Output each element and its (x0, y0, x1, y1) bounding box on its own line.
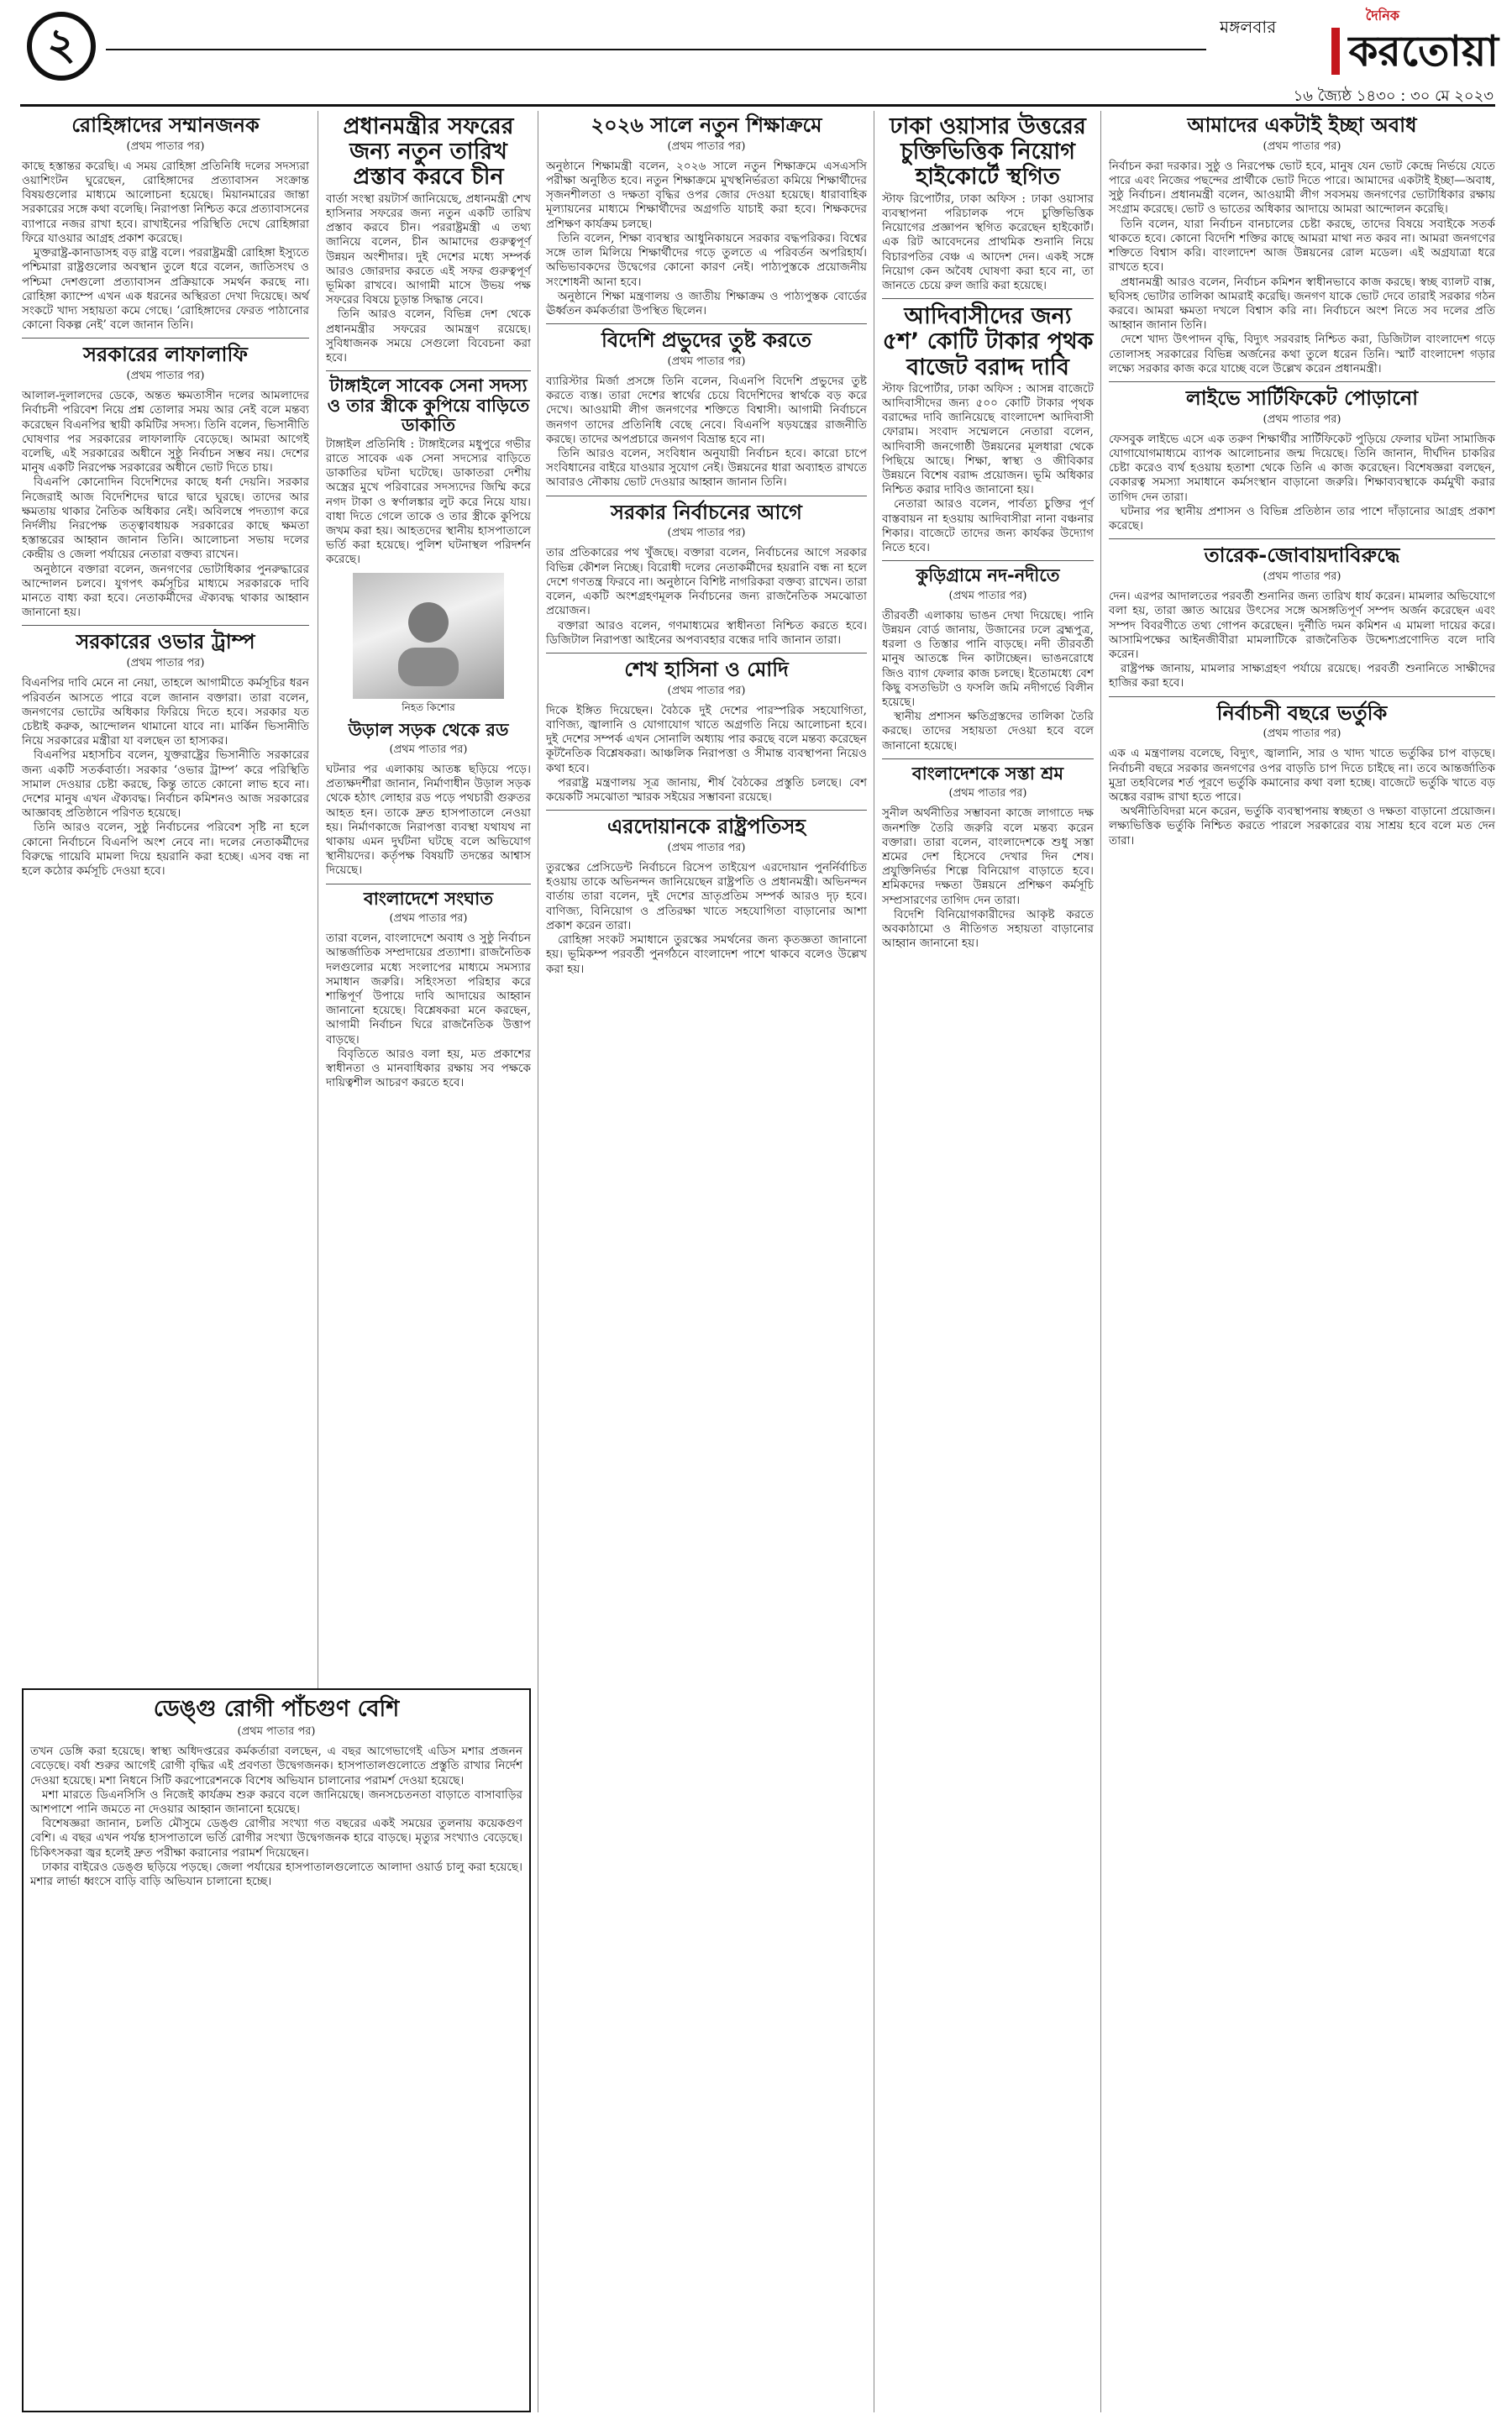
article-headline: নির্বাচনী বছরে ভর্তুকি (1216, 701, 1388, 725)
continuation-note: (প্রথম পাতার পর) (389, 912, 468, 926)
article-headline: আদিবাসীদের জন্য ৫শ’ কোটি টাকার পৃথক বাজেট বরাদ্দ দাবি (882, 303, 1094, 381)
article-paragraph: তখন ডেঙ্গি করা হয়েছে। স্বাস্থ্য অধিদপ্তরের কর্মকর্তারা বলছেন, এ বছর আগেভাগেই এডিস মশার প্রজনন বেড়েছে। বর্ষা শুরুর আগেই রোগী বৃদ্ধির এই প্রবণতা উদ্বেগজনক। হাসপাতালগুলোতে প্রস্তুতি রাখার নির্দেশ দেওয়া হয়েছে। মশা নিধনে সিটি করপোরেশনকে বিশেষ অভিযান চালানোর পরামর্শ দেওয়া হয়েছে। (30, 1745, 522, 1787)
column-2 (326, 111, 531, 1095)
article-paragraph: নির্বাচন করা দরকার। সুষ্ঠু ও নিরপেক্ষ ভোট হবে, মানুষ যেন ভোট কেন্দ্রে নির্ভয়ে যেতে পারে এবং নিজের পছন্দের প্রার্থীকে ভোট দিতে পারে। আমাদের একটাই ইচ্ছা—অবাধ, সুষ্ঠু নির্বাচন। প্রধানমন্ত্রী বলেন, আওয়ামী লীগ সবসময় জনগণের ভোটাধিকার রক্ষায় সংগ্রাম করেছে। ভোট ও ভাতের অধিকার আদায়ে আমরা আন্দোলন করেছি। (1109, 159, 1495, 217)
article-paragraph: তারা বলেন, বাংলাদেশে অবাধ ও সুষ্ঠু নির্বাচন আন্তর্জাতিক সম্প্রদায়ের প্রত্যাশা। রাজনৈতিক দলগুলোর মধ্যে সংলাপের মাধ্যমে সমস্যার সমাধান জরুরি। সহিংসতা পরিহার করে শান্তিপূর্ণ উপায়ে দাবি আদায়ের আহ্বান জানানো হয়েছে। বিশ্লেষকরা মনে করছেন, আগামী নির্বাচন ঘিরে রাজনৈতিক উত্তাপ বাড়ছে। (326, 932, 531, 1047)
continuation-note: (প্রথম পাতার পর) (1263, 139, 1341, 153)
article-headline: ডেঙ্গু রোগী পাঁচগুণ বেশি (153, 1696, 400, 1722)
story-separator (882, 298, 1094, 299)
story-separator (22, 625, 309, 626)
article-headline: ঢাকা ওয়াসার উত্তরের চুক্তিভিত্তিক নিয়োগ হাইকোর্টে স্থগিত (890, 113, 1086, 191)
logo-wordmark: করতোয়া (1331, 28, 1499, 75)
article-headline: এরদোয়ানকে রাষ্ট্রপতিসহ (607, 815, 806, 839)
story-separator (22, 338, 309, 339)
article-headline: টাঙ্গাইলে সাবেক সেনা সদস্য ও তার স্ত্রীকে কুপিয়ে বাড়িতে ডাকাতি (327, 375, 530, 436)
article-paragraph: অনুষ্ঠানে বক্তারা বলেন, জনগণের ভোটাধিকার পুনরুদ্ধারের আন্দোলন চলবে। যুগপৎ কর্মসূচির মাধ্যমে সরকারকে দাবি মানতে বাধ্য করা হবে। নেতাকর্মীদের ঐক্যবদ্ধ থাকার আহ্বান জানানো হয়। (22, 562, 309, 620)
article-paragraph: আলাল-দুলালদের ডেকে, অন্তত ক্ষমতাসীন দলের আমলাদের নির্বাচনী পরিবেশ নিয়ে প্রশ্ন তোলার সময় আর নেই বলে মন্তব্য করেছেন বিএনপির স্থায়ী কমিটির সদস্য। তিনি বলেন, ভিসানীতি ঘোষণার পর সরকারের লাফালাফি বেড়েছে। আমরা আগেই বলেছি, এই সরকারের অধীনে সুষ্ঠু নির্বাচন সম্ভব নয়। দেশের মানুষ একটি নিরপেক্ষ সরকারের অধীনে ভোট দিতে চায়। (22, 389, 309, 475)
article-paragraph: বিবৃতিতে আরও বলা হয়, মত প্রকাশের স্বাধীনতা ও মানবাধিকার রক্ষায় সব পক্ষকে দায়িত্বশীল আচরণ করতে হবে। (326, 1047, 531, 1090)
article-paragraph: তীরবর্তী এলাকায় ভাঙন দেখা দিয়েছে। পানি উন্নয়ন বোর্ড জানায়, উজানের ঢলে ব্রহ্মপুত্র, ধরলা ও তিস্তার পানি বাড়ছে। নদী তীরবর্তী মানুষ আতঙ্কে দিন কাটাচ্ছেন। ভাঙনরোধে জিও ব্যাগ ফেলার কাজ চলছে। ইতোমধ্যে বেশ কিছু বসতভিটা ও ফসলি জমি নদীগর্ভে বিলীন হয়েছে। (882, 608, 1094, 709)
continuation-note: (প্রথম পাতার পর) (1263, 412, 1341, 426)
article-paragraph: বিএনপি কোনোদিন বিদেশিদের কাছে ধর্না দেয়নি। সরকার নিজেরাই আজ বিদেশিদের দ্বারে দ্বারে ঘুরছে। তাদের আর ক্ষমতায় থাকার নৈতিক অধিকার নেই। অবিলম্বে পদত্যাগ করে নির্দলীয় নিরপেক্ষ তত্ত্বাবধায়ক সরকারের কাছে ক্ষমতা হস্তান্তরের আহ্বান জানান তিনি। আলোচনা সভায় দলের কেন্দ্রীয় ও জেলা পর্যায়ের নেতারা বক্তব্য রাখেন। (22, 475, 309, 562)
article-headline: উড়াল সড়ক থেকে রড (348, 719, 509, 740)
article-paragraph: রাষ্ট্রপক্ষ জানায়, মামলার সাক্ষ্যগ্রহণ পর্যায়ে রয়েছে। পরবর্তী শুনানিতে সাক্ষীদের হাজির করা হবে। (1109, 662, 1495, 690)
article (882, 304, 1094, 555)
column-3 (546, 111, 867, 982)
continuation-note: (প্রথম পাতার পর) (667, 139, 746, 153)
article-paragraph: ফেসবুক লাইভে এসে এক তরুণ শিক্ষার্থীর সার্টিফিকেট পুড়িয়ে ফেলার ঘটনা সামাজিক যোগাযোগমাধ্যমে ব্যাপক আলোচনার জন্ম দিয়েছে। তিনি জানান, দীর্ঘদিন চাকরির চেষ্টা করেও ব্যর্থ হওয়ায় হতাশা থেকে তিনি এ কাজ করেছেন। বিশেষজ্ঞরা বলছেন, বেকারত্ব সমস্যা সমাধানে কর্মসংস্থান বাড়ানো জরুরি। শিক্ষাব্যবস্থাকে কর্মমুখী করার তাগিদ দেন তারা। (1109, 432, 1495, 504)
article-paragraph: মশা মারতে ডিএনসিসি ও নিজেই কার্যক্রম শুরু করবে বলে জানিয়েছে। জনসচেতনতা বাড়াতে বাসাবাড়ির আশপাশে পানি জমতে না দেওয়ার আহ্বান জানানো হয়েছে। (30, 1787, 522, 1817)
article-headline: সরকারের লাফালাফি (83, 343, 248, 367)
article-headline: রোহিঙ্গাদের সম্মানজনক (71, 113, 260, 137)
article-headline: বিদেশি প্রভুদের তুষ্ট করতে (601, 328, 811, 353)
story-separator (882, 758, 1094, 759)
weekday: মঙ্গলবার (1220, 17, 1277, 37)
article-paragraph: স্থানীয় প্রশাসন ক্ষতিগ্রস্তদের তালিকা তৈরি করছে। তাদের সহায়তা দেওয়া হবে বলে জানানো হয়েছে। (882, 710, 1094, 753)
article (882, 114, 1094, 293)
article-paragraph: তুরস্কের প্রেসিডেন্ট নির্বাচনে রিসেপ তাইয়েপ এরদোয়ান পুনর্নির্বাচিত হওয়ায় তাকে অভিনন্দন জানিয়েছেন রাষ্ট্রপতি ও প্রধানমন্ত্রী। অভিনন্দন বার্তায় তারা বলেন, দুই দেশের ভ্রাতৃপ্রতিম সম্পর্ক আরও দৃঢ় হবে। বাণিজ্য, বিনিয়োগ ও প্রতিরক্ষা খাতে সহযোগিতা বাড়ানোর আশা প্রকাশ করেন তারা। (546, 861, 867, 932)
story-separator (1109, 696, 1495, 697)
article-paragraph: রোহিঙ্গা সংকট সমাধানে তুরস্কের সমর্থনের জন্য কৃতজ্ঞতা জানানো হয়। ভূমিকম্প পরবর্তী পুনর্গঠনে বাংলাদেশ পাশে থাকবে বলেও উল্লেখ করা হয়। (546, 933, 867, 976)
article-headline: ২০২৬ সালে নতুন শিক্ষাক্রমে (591, 113, 822, 137)
continuation-note: (প্রথম পাতার পর) (667, 354, 746, 368)
article-paragraph: অনুষ্ঠানে শিক্ষা মন্ত্রণালয় ও জাতীয় শিক্ষাক্রম ও পাঠ্যপুস্তক বোর্ডের ঊর্ধ্বতন কর্মকর্তারা উপস্থিত ছিলেন। (546, 289, 867, 318)
article-paragraph: বিশেষজ্ঞরা জানান, চলতি মৌসুমে ডেঙ্গু রোগীর সংখ্যা গত বছরের একই সময়ের তুলনায় কয়েকগুণ বেশি। এ বছর এখন পর্যন্ত হাসপাতালে ভর্তি রোগীর সংখ্যা উদ্বেগজনক হারে বাড়ছে। মৃত্যুর সংখ্যাও বেড়েছে। চিকিৎসকরা জ্বর হলেই দ্রুত পরীক্ষা করানোর পরামর্শ দিয়েছেন। (30, 1817, 522, 1860)
article (1109, 544, 1495, 690)
story-separator (546, 323, 867, 324)
header-rule (106, 49, 1206, 50)
article-paragraph: স্টাফ রিপোর্টার, ঢাকা অফিস : আসন্ন বাজেটে আদিবাসীদের জন্য ৫০০ কোটি টাকার পৃথক বরাদ্দের দাবি জানিয়েছে বাংলাদেশ আদিবাসী ফোরাম। সংবাদ সম্মেলনে নেতারা বলেন, আদিবাসী জনগোষ্ঠী উন্নয়নের মূলধারা থেকে পিছিয়ে আছে। শিক্ষা, স্বাস্থ্য ও জীবিকার উন্নয়নে বিশেষ বরাদ্দ প্রয়োজন। ভূমি অধিকার নিশ্চিত করার দাবিও জানানো হয়। (882, 381, 1094, 497)
column-4 (882, 111, 1094, 956)
article-paragraph: টাঙ্গাইল প্রতিনিধি : টাঙ্গাইলের মধুপুরে গভীর রাতে সাবেক এক সেনা সদস্যের বাড়িতে ডাকাতির ঘটনা ঘটেছে। ডাকাতরা দেশীয় অস্ত্রের মুখে পরিবারের সদস্যদের জিম্মি করে নগদ টাকা ও স্বর্ণালঙ্কার লুট করে নিয়ে যায়। বাধা দিতে গেলে তাকে ও তার স্ত্রীকে কুপিয়ে জখম করা হয়। আহতদের স্থানীয় হাসপাতালে ভর্তি করা হয়েছে। পুলিশ ঘটনাস্থল পরিদর্শন করেছে। (326, 437, 531, 567)
article (546, 329, 867, 491)
article (546, 501, 867, 648)
continuation-note: (প্রথম পাতার পর) (389, 743, 468, 757)
article-paragraph: নেতারা আরও বলেন, পার্বত্য চুক্তির পূর্ণ বাস্তবায়ন না হওয়ায় আদিবাসীরা নানা বঞ্চনার শিকার। বাজেটে তাদের জন্য কার্যকর উদ্যোগ নিতে হবে। (882, 497, 1094, 555)
article (326, 721, 531, 879)
article-paragraph: মুক্তরাষ্ট্র-কানাডাসহ বড় রাষ্ট্র বলে। পররাষ্ট্রমন্ত্রী রোহিঙ্গা ইস্যুতে পশ্চিমারা রাষ্ট্রগুলোর অবস্থান তুলে ধরে বলেন, জাতিসংঘ ও পশ্চিমা দেশগুলো প্রত্যাবাসন প্রক্রিয়াকে সমর্থন করছে না। রোহিঙ্গা ক্যাম্পে এখন এক ধরনের অস্থিরতা দেখা দিয়েছে। অর্থ সংকটে খাদ্য সহায়তা কমে গেছে। ‘রোহিঙ্গাদের ফেরত পাঠানোর কোনো বিকল্প নেই’ বলে জানান তিনি। (22, 246, 309, 333)
article-paragraph: বিএনপির মহাসচিব বলেন, যুক্তরাষ্ট্রের ভিসানীতি সরকারের জন্য একটি সতর্কবার্তা। সরকার ‘ওভার ট্রাম্প’ করে পরিস্থিতি সামাল দেওয়ার চেষ্টা করছে, কিন্তু তাতে কোনো লাভ হবে না। দেশের মানুষ এখন ঐক্যবদ্ধ। নির্বাচন কমিশনও আজ সরকারের আজ্ঞাবহ প্রতিষ্ঠানে পরিণত হয়েছে। (22, 748, 309, 821)
article (22, 631, 309, 879)
article (1109, 702, 1495, 848)
continuation-note: (প্রথম পাতার পর) (1263, 727, 1341, 741)
story-separator (546, 810, 867, 811)
article-paragraph: তিনি আরও বলেন, সুষ্ঠু নির্বাচনের পরিবেশ সৃষ্টি না হলে কোনো নির্বাচনে বিএনপি অংশ নেবে না। দলের নেতাকর্মীদের বিরুদ্ধে গায়েবি মামলা দিয়ে হয়রানি করা হচ্ছে। এসব বন্ধ না হলে কঠোর কর্মসূচি দেওয়া হবে। (22, 821, 309, 878)
story-separator (326, 370, 531, 371)
article-paragraph: ব্যারিস্টার মির্জা প্রসঙ্গে তিনি বলেন, বিএনপি বিদেশি প্রভুদের তুষ্ট করতে ব্যস্ত। তারা দেশের স্বার্থের চেয়ে বিদেশিদের স্বার্থকে বড় করে দেখে। আওয়ামী লীগ জনগণের শক্তিতে বিশ্বাসী। আগামী নির্বাচনে জনগণ তাদের প্রতিনিধি বেছে নেবে। বিএনপি ষড়যন্ত্রের রাজনীতি করছে। তাদের অপপ্রচারে জনগণ বিভ্রান্ত হবে না। (546, 374, 867, 446)
page-number: ২ (27, 12, 96, 81)
article-paragraph: তিনি বলেন, যারা নির্বাচন বানচালের চেষ্টা করছে, তাদের বিষয়ে সবাইকে সতর্ক থাকতে হবে। কোনো বিদেশি শক্তির কাছে আমরা মাথা নত করব না। আমরা জনগণের শক্তিতে বিশ্বাস করি। বাংলাদেশ আজ উন্নয়নের রোল মডেল। এই অগ্রযাত্রা ধরে রাখতে হবে। (1109, 217, 1495, 275)
article-paragraph: অনুষ্ঠানে শিক্ষামন্ত্রী বলেন, ২০২৬ সালে নতুন শিক্ষাক্রমে এসএসসি পরীক্ষা অনুষ্ঠিত হবে। নতুন শিক্ষাক্রমে মুখস্থনির্ভরতা কমিয়ে শিক্ষার্থীদের সৃজনশীলতা ও দক্ষতা বৃদ্ধির ওপর জোর দেওয়া হয়েছে। ধারাবাহিক মূল্যায়নের মাধ্যমে শিক্ষার্থীদের অগ্রগতি যাচাই করা হবে। শিক্ষকদের প্রশিক্ষণ কার্যক্রম চলছে। (546, 159, 867, 231)
article-paragraph: ঘটনার পর এলাকায় আতঙ্ক ছড়িয়ে পড়ে। প্রত্যক্ষদর্শীরা জানান, নির্মাণাধীন উড়াল সড়ক থেকে হঠাৎ লোহার রড পড়ে পথচারী গুরুতর আহত হন। তাকে দ্রুত হাসপাতালে নেওয়া হয়। নির্মাণকাজে নিরাপত্তা ব্যবস্থা যথাযথ না থাকায় এমন দুর্ঘটনা ঘটছে বলে অভিযোগ স্থানীয়দের। কর্তৃপক্ষ বিষয়টি তদন্তের আশ্বাস দিয়েছে। (326, 763, 531, 878)
article (326, 114, 531, 365)
article (882, 764, 1094, 952)
column-1 (22, 111, 309, 884)
continuation-note: (প্রথম পাতার পর) (126, 657, 205, 670)
article-paragraph: তিনি আরও বলেন, বিভিন্ন দেশ থেকে প্রধানমন্ত্রীর সফরের আমন্ত্রণ রয়েছে। সুবিধাজনক সময়ে সেগুলো বিবেচনা করা হবে। (326, 307, 531, 365)
newspaper-logo (1278, 5, 1499, 82)
article-paragraph: সুনীল অর্থনীতির সম্ভাবনা কাজে লাগাতে দক্ষ জনশক্তি তৈরি জরুরি বলে মন্তব্য করেন বক্তারা। তারা বলেন, বাংলাদেশকে শুধু সস্তা শ্রমের দেশ হিসেবে দেখার দিন শেষ। প্রযুক্তিনির্ভর শিল্পে বিনিয়োগ বাড়াতে হবে। শ্রমিকদের দক্ষতা উন্নয়নে প্রশিক্ষণ কর্মসূচি সম্প্রসারণের তাগিদ দেন তারা। (882, 806, 1094, 907)
article-headline: সরকারের ওভার ট্রাম্প (76, 630, 255, 654)
continuation-note: (প্রথম পাতার পর) (948, 787, 1027, 800)
masthead (0, 0, 1512, 105)
dateline: ১৬ জ্যৈষ্ঠ ১৪৩০ : ৩০ মে ২০২৩ (1293, 87, 1494, 105)
continuation-note: (প্রথম পাতার পর) (126, 370, 205, 383)
article (546, 816, 867, 977)
article-paragraph: বক্তারা আরও বলেন, গণমাধ্যমের স্বাধীনতা নিশ্চিত করতে হবে। ডিজিটাল নিরাপত্তা আইনের অপব্যবহার বন্ধের দাবি জানান তারা। (546, 618, 867, 647)
article-headline: আমাদের একটাই ইচ্ছা অবাধ (1187, 113, 1417, 137)
continuation-note: (প্রথম পাতার পর) (667, 684, 746, 697)
article-paragraph: কাছে হস্তান্তর করেছি। এ সময় রোহিঙ্গা প্রতিনিধি দলের সদস্যরা ওয়াশিংটন ঘুরেছেন, রোহিঙ্গাদের প্রত্যাবাসন সংক্রান্ত বিষয়গুলোর মাধ্যমে আলোচনা হয়েছে। মিয়ানমারের জান্তা সরকারের সঙ্গে কথা বলেছি। নিরাপত্তা নিশ্চিত করে প্রত্যাবাসনের ব্যাপারে নজর রাখা হবে। রাখাইনের পরিস্থিতি দেখে রোহিঙ্গারা ফিরে যাওয়ার আগ্রহ প্রকাশ করেছে। (22, 159, 309, 245)
article-paragraph: ঘটনার পর স্থানীয় প্রশাসন ও বিভিন্ন প্রতিষ্ঠান তার পাশে দাঁড়ানোর আগ্রহ প্রকাশ করেছে। (1109, 504, 1495, 533)
story-separator (1109, 538, 1495, 539)
article-paragraph: তার প্রতিকারের পথ খুঁজছে। বক্তারা বলেন, নির্বাচনের আগে সরকার বিভিন্ন কৌশল নিচ্ছে। বিরোধী দলের নেতাকর্মীদের হয়রানি বন্ধ না হলে দেশে গণতন্ত্র ফিরবে না। অনুষ্ঠানে বিশিষ্ট নাগরিকরা বক্তব্য রাখেন। তারা বলেন, একটি অংশগ্রহণমূলক নির্বাচনের জন্য রাজনৈতিক সমঝোতা প্রয়োজন। (546, 546, 867, 618)
logo-tagline: দৈনিক (1365, 8, 1399, 24)
news-photo (353, 573, 504, 699)
article-paragraph: পররাষ্ট্র মন্ত্রণালয় সূত্র জানায়, শীর্ষ বৈঠকের প্রস্তুতি চলছে। বেশ কয়েকটি সমঝোতা স্মারক সইয়ের সম্ভাবনা রয়েছে। (546, 775, 867, 804)
article-headline: তারেক-জোবায়দাবিরুদ্ধে (1204, 543, 1400, 568)
article-paragraph: ঢাকার বাইরেও ডেঙ্গু ছড়িয়ে পড়ছে। জেলা পর্যায়ের হাসপাতালগুলোতে আলাদা ওয়ার্ড চালু করা হয়েছে। মশার লার্ভা ধ্বংসে বাড়ি বাড়ি অভিযান চালানো হচ্ছে। (30, 1860, 522, 1889)
article-headline: প্রধানমন্ত্রীর সফরের জন্য নতুন তারিখ প্রস্তাব করবে চীন (343, 113, 514, 191)
article-headline: শেখ হাসিনা ও মোদি (624, 657, 789, 681)
continuation-note: (প্রথম পাতার পর) (948, 589, 1027, 602)
continuation-note: (প্রথম পাতার পর) (1263, 570, 1341, 584)
article-paragraph: অর্থনীতিবিদরা মনে করেন, ভর্তুকি ব্যবস্থাপনায় স্বচ্ছতা ও দক্ষতা বাড়ানো প্রয়োজন। লক্ষ্যভিত্তিক ভর্তুকি নিশ্চিত করতে পারলে সরকারের ব্যয় সাশ্রয় হবে বলে মত দেন তারা। (1109, 805, 1495, 848)
article-paragraph: তিনি বলেন, শিক্ষা ব্যবস্থার আধুনিকায়নে সরকার বদ্ধপরিকর। বিশ্বের সঙ্গে তাল মিলিয়ে শিক্ষার্থীদের গড়ে তুলতে এ পরিবর্তন অপরিহার্য। অভিভাবকদের উদ্বেগের কোনো কারণ নেই। পাঠ্যপুস্তকে প্রয়োজনীয় সংশোধনী আনা হবে। (546, 231, 867, 289)
continuation-note: (প্রথম পাতার পর) (126, 139, 205, 153)
article (546, 114, 867, 318)
story-separator (1109, 381, 1495, 382)
article (546, 659, 867, 805)
article-paragraph: এক এ মন্ত্রণালয় বলেছে, বিদ্যুৎ, জ্বালানি, সার ও খাদ্য খাতে ভর্তুকির চাপ বাড়ছে। নির্বাচনী বছরে সরকার জনগণের ওপর বাড়তি চাপ দিতে চাইছে না। তবে আন্তর্জাতিক মুদ্রা তহবিলের শর্ত পূরণে ভর্তুকি কমানোর কথা বলা হচ্ছে। বাজেটে ভর্তুকি খাতে বড় অঙ্কের বরাদ্দ রাখা হতে পারে। (1109, 747, 1495, 804)
article-paragraph: বিদেশি বিনিয়োগকারীদের আকৃষ্ট করতে অবকাঠামো ও নীতিগত সহায়তা বাড়ানোর আহ্বান জানানো হয়। (882, 907, 1094, 951)
article (882, 566, 1094, 753)
column-5 (1109, 111, 1495, 853)
article (22, 344, 309, 620)
article-headline: লাইভে সার্টিফিকেট পোড়ানো (1185, 386, 1419, 410)
continuation-note: (প্রথম পাতার পর) (667, 842, 746, 855)
article-paragraph: স্টাফ রিপোর্টার, ঢাকা অফিস : ঢাকা ওয়াসার ব্যবস্থাপনা পরিচালক পদে চুক্তিভিত্তিক নিয়োগের প্রজ্ঞাপন স্থগিত করেছেন হাইকোর্ট। এক রিট আবেদনের প্রাথমিক শুনানি নিয়ে বিচারপতির বেঞ্চ এ আদেশ দেন। একই সঙ্গে নিয়োগ কেন অবৈধ ঘোষণা করা হবে না, তা জানতে চেয়ে রুল জারি করা হয়েছে। (882, 192, 1094, 292)
article (1109, 114, 1495, 376)
article-headline: কুড়িগ্রামে নদ-নদীতে (916, 565, 1060, 586)
photo-caption: নিহত কিশোর (402, 701, 455, 713)
article (326, 376, 531, 567)
article-paragraph: বিএনপির দাবি মেনে না নেয়া, তাহলে আগামীতে কর্মসূচির ধরন পরিবর্তন আসতে পারে বলে জানান বক্তারা। তারা বলেন, জনগণের ভোটের অধিকার ফিরিয়ে দিতে হবে। সরকার যত চেষ্টাই করুক, আন্দোলন থামানো যাবে না। মার্কিন ভিসানীতি নিয়ে সরকারের মন্ত্রীরা যা বলছেন তা হাস্যকর। (22, 676, 309, 748)
person-photo-icon (378, 585, 479, 686)
continuation-note: (প্রথম পাতার পর) (237, 1725, 316, 1739)
article-headline: বাংলাদেশকে সস্তা শ্রম (911, 763, 1064, 784)
article-paragraph: বার্তা সংস্থা রয়টার্স জানিয়েছে, প্রধানমন্ত্রী শেখ হাসিনার সফরের জন্য নতুন একটি তারিখ প্রস্তাব করবে চীন। পররাষ্ট্রমন্ত্রী এ তথ্য জানিয়ে বলেন, চীন আমাদের গুরুত্বপূর্ণ উন্নয়ন অংশীদার। দুই দেশের মধ্যে সম্পর্ক আরও জোরদার করতে এই সফর গুরুত্বপূর্ণ ভূমিকা রাখবে। আগামী মাসে উভয় পক্ষ সফরের বিষয়ে চূড়ান্ত সিদ্ধান্ত নেবে। (326, 192, 531, 307)
article-headline: বাংলাদেশে সংঘাত (364, 888, 493, 909)
article (326, 890, 531, 1091)
article-paragraph: দেন। এরপর আদালতের পরবর্তী শুনানির জন্য তারিখ ধার্য করেন। মামলার অভিযোগে বলা হয়, তারা জ্ঞাত আয়ের উৎসের সঙ্গে অসঙ্গতিপূর্ণ সম্পদ অর্জন করেছেন এবং সম্পদ বিবরণীতে তথ্য গোপন করেছেন। দুর্নীতি দমন কমিশন এ মামলা দায়ের করে। আসামিপক্ষের আইনজীবীরা মামলাটিকে রাজনৈতিক উদ্দেশ্যপ্রণোদিত বলে দাবি করেন। (1109, 590, 1495, 661)
article (30, 1697, 522, 1889)
story-separator (882, 560, 1094, 561)
article (1109, 387, 1495, 533)
top-rule (20, 104, 1495, 107)
article-paragraph: দিকে ইঙ্গিত দিয়েছেন। বৈঠকে দুই দেশের পারস্পরিক সহযোগিতা, বাণিজ্য, জ্বালানি ও যোগাযোগ খাতে অগ্রগতি নিয়ে আলোচনা হবে। দুই দেশের সম্পর্ক এখন সোনালি অধ্যায় পার করছে বলে মন্তব্য করেছেন কূটনৈতিক বিশ্লেষকরা। আঞ্চলিক নিরাপত্তা ও সীমান্ত ব্যবস্থাপনা নিয়েও কথা হবে। (546, 703, 867, 775)
article-paragraph: তিনি আরও বলেন, সংবিধান অনুযায়ী নির্বাচন হবে। কারো চাপে সংবিধানের বাইরে যাওয়ার সুযোগ নেই। উন্নয়নের ধারা অব্যাহত রাখতে আবারও নৌকায় ভোট দেওয়ার আহ্বান জানান তিনি। (546, 447, 867, 490)
column-divider (1100, 111, 1101, 2412)
article-paragraph: প্রধানমন্ত্রী আরও বলেন, নির্বাচন কমিশন স্বাধীনভাবে কাজ করছে। স্বচ্ছ ব্যালট বাক্স, ছবিসহ ভোটার তালিকা আমরাই করেছি। জনগণ যাকে ভোট দেবে তারাই সরকার গঠন করবে। আমরা ক্ষমতা দখলে বিশ্বাস করি না। নির্বাচনে অংশ নিতে সব দলের প্রতি আহ্বান জানান তিনি। (1109, 275, 1495, 333)
dengue-article-box (22, 1688, 531, 2412)
article-headline: সরকার নির্বাচনের আগে (611, 500, 802, 524)
article-paragraph: দেশে খাদ্য উৎপাদন বৃদ্ধি, বিদ্যুৎ সরবরাহ নিশ্চিত করা, ডিজিটাল বাংলাদেশ গড়ে তোলাসহ সরকারের বিভিন্ন অর্জনের কথা তুলে ধরেন তিনি। স্মার্ট বাংলাদেশ গড়ার লক্ষ্যে সরকার কাজ করে যাচ্ছে বলে উল্লেখ করেন প্রধানমন্ত্রী। (1109, 333, 1495, 375)
continuation-note: (প্রথম পাতার পর) (667, 527, 746, 540)
article (22, 114, 309, 333)
